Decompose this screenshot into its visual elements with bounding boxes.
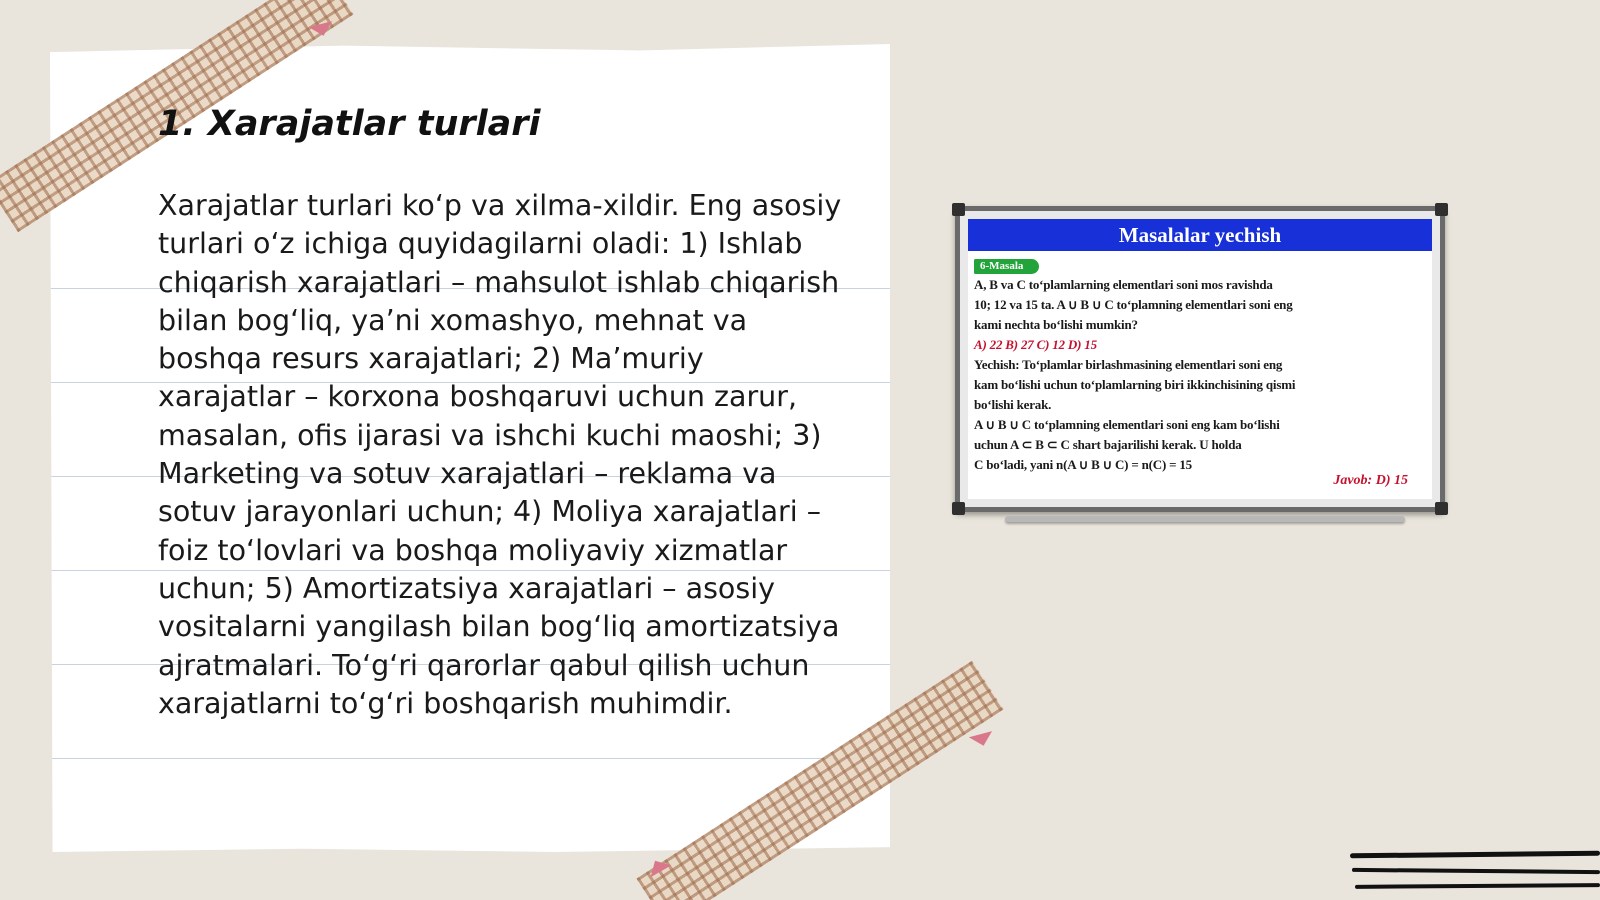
board-line: kami nechta bo‘lishi mumkin? xyxy=(974,317,1138,332)
whiteboard-tray xyxy=(1005,516,1405,522)
brush-stroke xyxy=(1352,868,1600,874)
whiteboard-surface xyxy=(968,219,1432,499)
board-answer: Javob: D) 15 xyxy=(1333,473,1408,488)
whiteboard-frame xyxy=(955,206,1445,512)
board-line-options: A) 22 B) 27 C) 12 D) 15 xyxy=(974,337,1097,352)
board-line: A, B va C to‘plamlarning elementlari soni mos ravishda xyxy=(974,277,1273,292)
board-corner xyxy=(952,502,965,515)
slide-title: 1. Xarajatlar turlari xyxy=(158,104,541,144)
whiteboard-header: Masalalar yechish xyxy=(968,219,1432,251)
board-line: 10; 12 va 15 ta. A ∪ B ∪ C to‘plamning elementlari soni eng xyxy=(974,297,1293,312)
board-corner xyxy=(1435,502,1448,515)
board-corner xyxy=(952,203,965,216)
board-line: C bo‘ladi, yani n(A ∪ B ∪ C) = n(C) = 15 xyxy=(974,457,1192,472)
board-line: bo‘lishi kerak. xyxy=(974,397,1052,412)
board-corner xyxy=(1435,203,1448,216)
tape-tip xyxy=(969,731,995,749)
board-line-solution: Yechish: To‘plamlar birlashmasining elementlari soni eng xyxy=(974,357,1283,372)
board-line: A ∪ B ∪ C to‘plamning elementlari soni eng kam bo‘lishi xyxy=(974,417,1280,432)
board-line: kam bo‘lishi uchun to‘plamlarning biri ikkinchisining qismi xyxy=(974,377,1296,392)
whiteboard-content xyxy=(968,251,1432,499)
brush-stroke xyxy=(1355,883,1600,889)
brush-stroke xyxy=(1350,851,1600,859)
paper-rule xyxy=(50,758,890,759)
whiteboard-image xyxy=(955,206,1445,528)
problem-badge: 6-Masala xyxy=(974,259,1039,274)
slide-body-text: Xarajatlar turlari ko‘p va xilma-xildir. Eng asosiy turlari o‘z ichiga quyidagilarni oladi: 1) Ishlab chiqarish xarajatlari – mahsulot ishlab chiqarish bilan bog‘liq, ya’ni xomashyo, mehnat va boshqa resurs xarajatlari; 2) Ma’muriy xarajatlar – korxona boshqaruvi uchun zarur, masalan, ofis ijarasi va ishchi kuchi maoshi; 3) Marketing va sotuv xarajatlari – reklama va sotuv jarayonlari uchun; 4) Moliya xarajatlari – foiz to‘lovlari va boshqa moliyaviy xizmatlar uchun; 5) Amortizatsiya xarajatlari – asosiy vositalarni yangilash bilan bog‘liq amortizatsiya ajratmalari. To‘g‘ri qarorlar qabul qilish uchun xarajatlarni to‘g‘ri boshqarish muhimdir. xyxy=(158,189,842,720)
board-line: uchun A ⊂ B ⊂ C shart bajarilishi kerak. U holda xyxy=(974,437,1242,452)
